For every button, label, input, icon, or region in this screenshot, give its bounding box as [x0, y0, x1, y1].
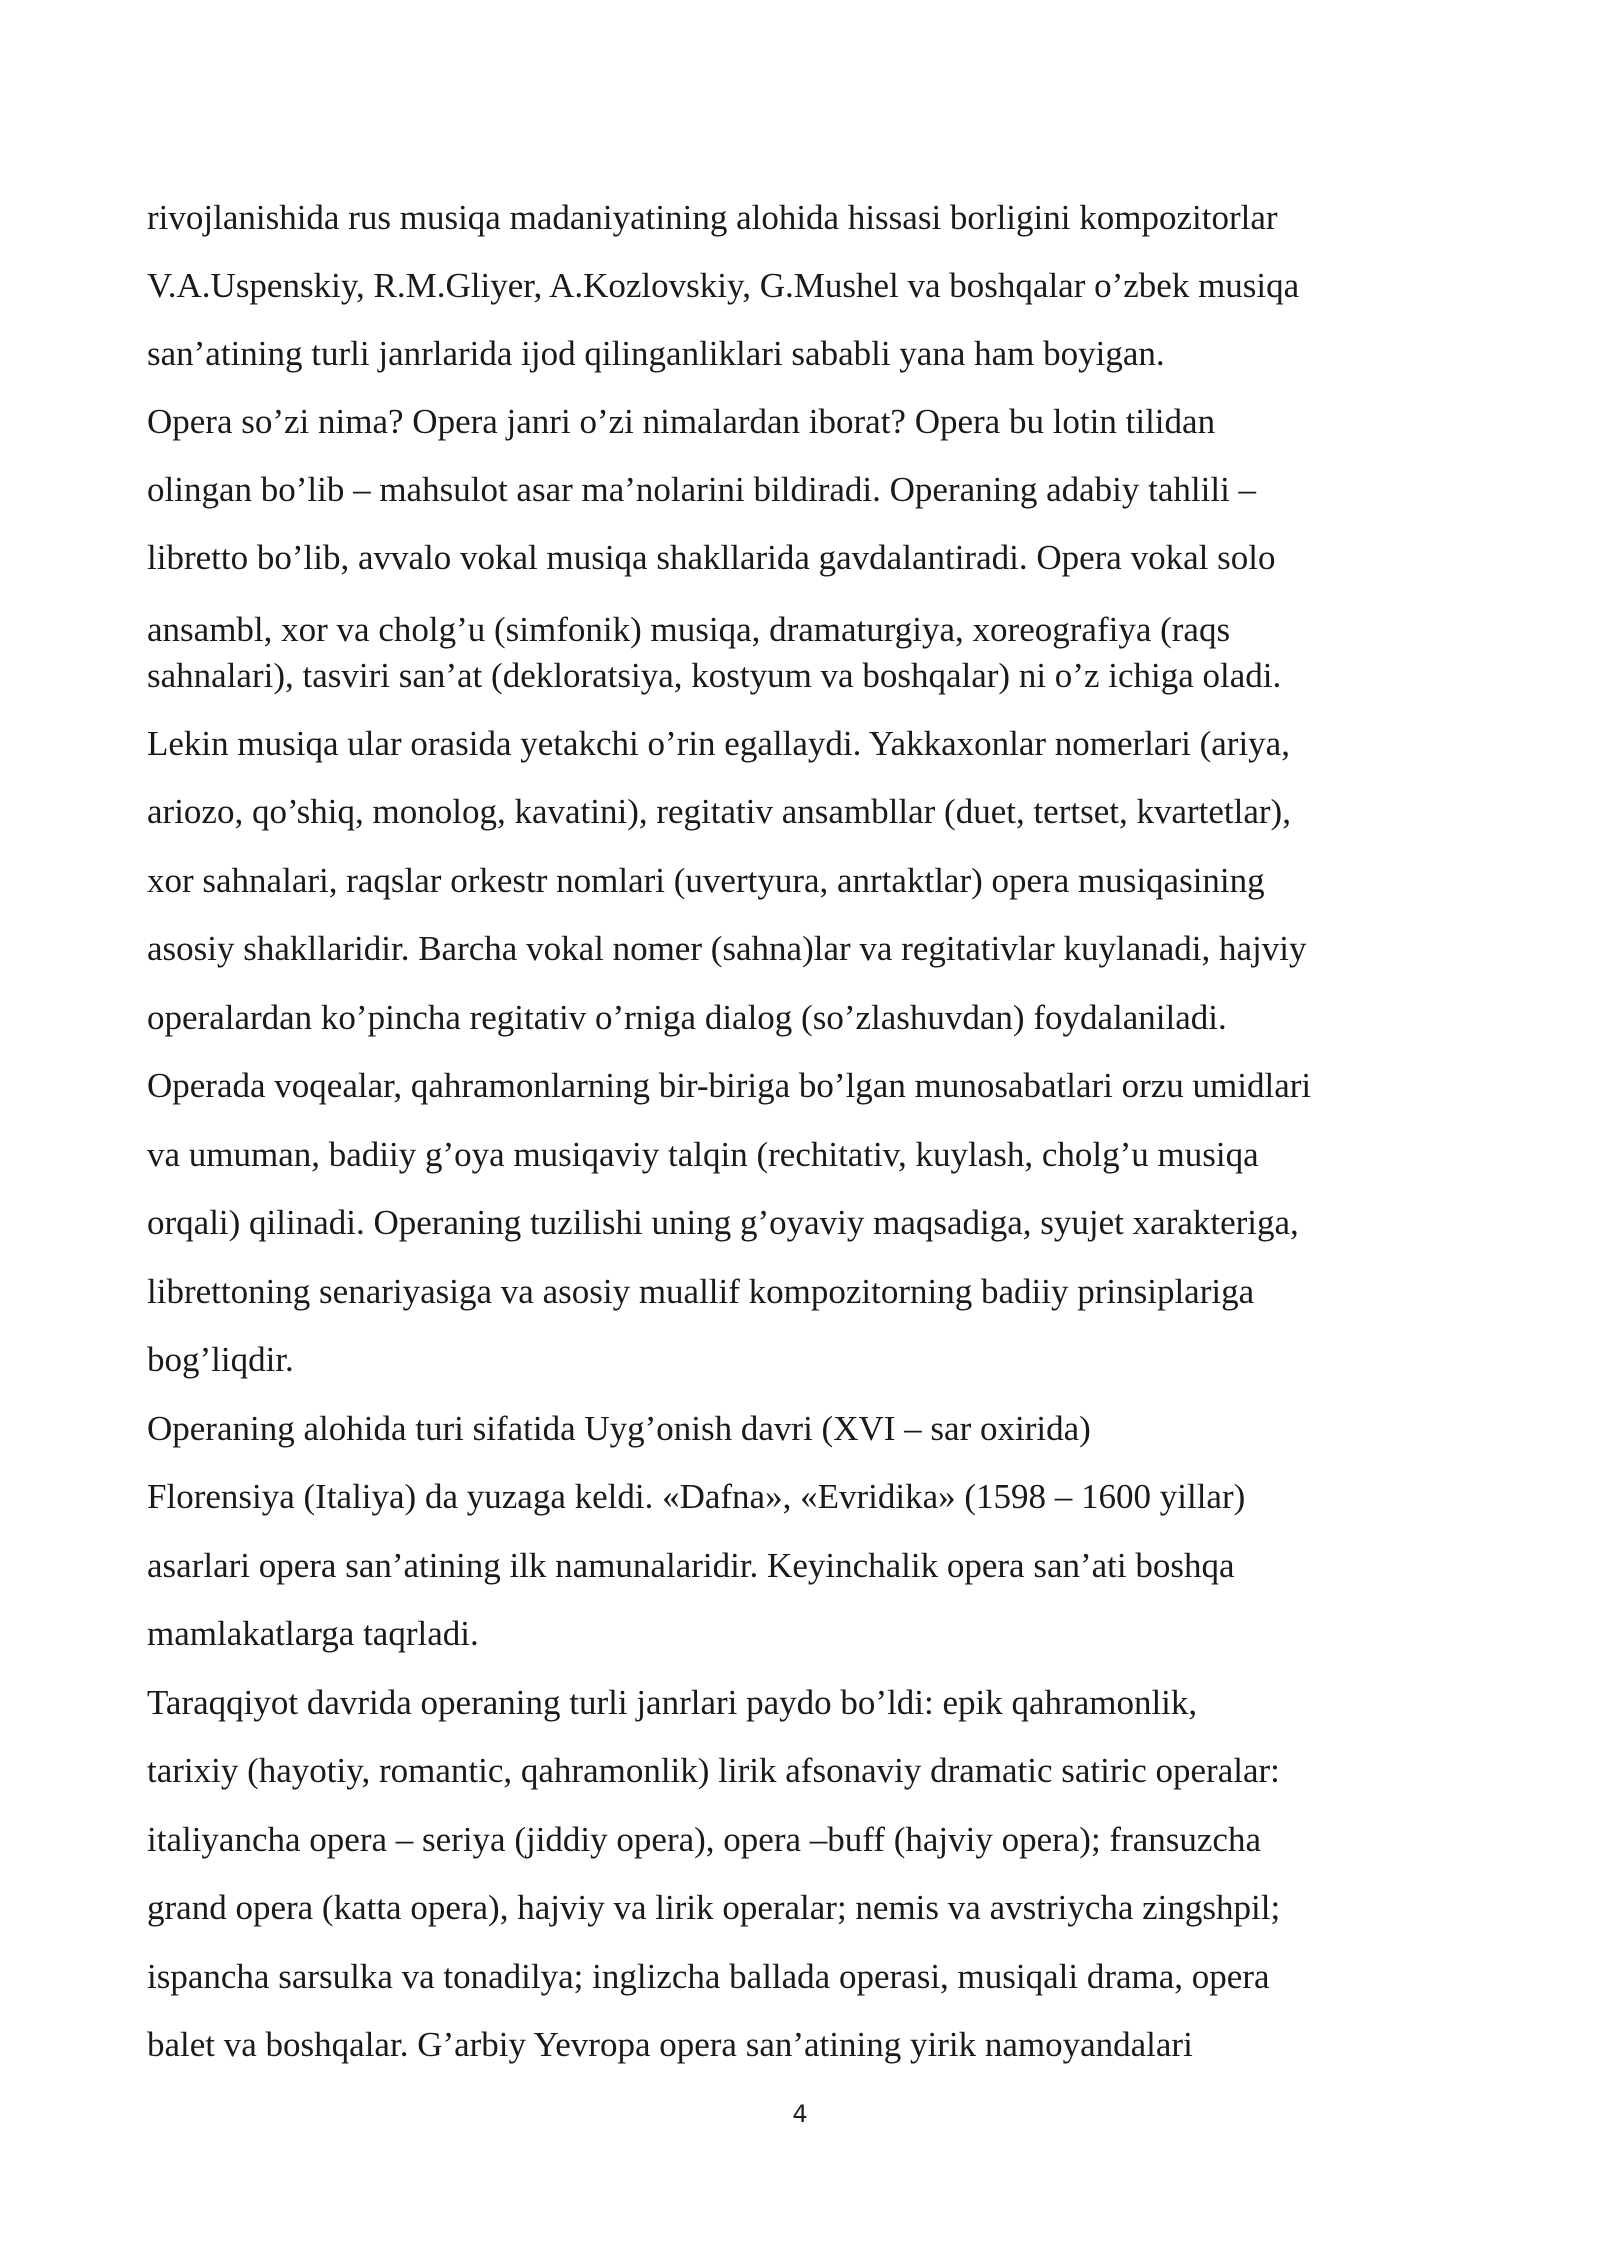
text-line: olingan bo’lib – mahsulot asar ma’nolarini bildiradi. Operaning adabiy tahlili –	[147, 470, 1257, 509]
text-line: ispancha sarsulka va tonadilya; inglizcha ballada operasi, musiqali drama, opera	[147, 1957, 1270, 1996]
page-number: 4	[792, 2100, 808, 2128]
text-line: Taraqqiyot davrida operaning turli janrlari paydo bo’ldi: epik qahramonlik,	[147, 1683, 1198, 1722]
text-line: balet va boshqalar. G’arbiy Yevropa opera san’atining yirik namoyandalari	[147, 2025, 1193, 2064]
text-line: xor sahnalari, raqslar orkestr nomlari (uvertyura, anrtaktlar) opera musiqasining	[147, 861, 1265, 900]
text-line: asosiy shakllaridir. Barcha vokal nomer (sahna)lar va regitativlar kuylanadi, hajviy	[147, 929, 1307, 968]
text-line: va umuman, badiiy g’oya musiqaviy talqin (rechitativ, kuylash, cholg’u musiqa	[147, 1135, 1259, 1174]
text-line: grand opera (katta opera), hajviy va lirik operalar; nemis va avstriycha zingshpil;	[147, 1888, 1281, 1927]
text-line: ansambl, xor va cholg’u (simfonik) musiqa, dramaturgiya, xoreografiya (raqs	[147, 610, 1231, 649]
text-line: librettoning senariyasiga va asosiy muallif kompozitorning badiiy prinsiplariga	[147, 1272, 1255, 1311]
text-line: libretto bo’lib, avvalo vokal musiqa shakllarida gavdalantiradi. Opera vokal solo	[147, 538, 1276, 577]
text-line: mamlakatlarga taqrladi.	[147, 1614, 479, 1653]
text-line: Opera so’zi nima? Opera janri o’zi nimalardan iborat? Opera bu lotin tilidan	[147, 402, 1216, 441]
text-line: tarixiy (hayotiy, romantic, qahramonlik) lirik afsonaviy dramatic satiric operalar:	[147, 1751, 1280, 1790]
text-line: Florensiya (Italiya) da yuzaga keldi. «Dafna», «Evridika» (1598 – 1600 yillar)	[147, 1477, 1246, 1516]
text-line: sahnalari), tasviri san’at (dekloratsiya, kostyum va boshqalar) ni o’z ichiga oladi.	[147, 656, 1282, 695]
text-line: orqali) qilinadi. Operaning tuzilishi uning g’oyaviy maqsadiga, syujet xarakteriga,	[147, 1203, 1299, 1242]
text-line: ariozo, qo’shiq, monolog, kavatini), regitativ ansambllar (duet, tertset, kvartetlar),	[147, 792, 1291, 831]
text-line: Operaning alohida turi sifatida Uyg’onish davri (XVI – sar oxirida)	[147, 1409, 1091, 1448]
text-line: Lekin musiqa ular orasida yetakchi o’rin egallaydi. Yakkaxonlar nomerlari (ariya,	[147, 724, 1290, 763]
text-line: asarlari opera san’atining ilk namunalaridir. Keyinchalik opera san’ati boshqa	[147, 1546, 1235, 1585]
text-line: rivojlanishida rus musiqa madaniyatining alohida hissasi borligini kompozitorlar	[147, 198, 1278, 237]
text-line: operalardan ko’pincha regitativ o’rniga dialog (so’zlashuvdan) foydalaniladi.	[147, 998, 1227, 1037]
text-line: san’atining turli janrlarida ijod qilinganliklari sababli yana ham boyigan.	[147, 334, 1165, 373]
text-line: bog’liqdir.	[147, 1340, 294, 1379]
text-line: V.A.Uspenskiy, R.M.Gliyer, A.Kozlovskiy, G.Mushel va boshqalar o’zbek musiqa	[147, 266, 1300, 305]
text-line: italiyancha opera – seriya (jiddiy opera), opera –buff (hajviy opera); fransuzcha	[147, 1820, 1262, 1859]
text-line: Operada voqealar, qahramonlarning bir-biriga bo’lgan munosabatlari orzu umidlari	[147, 1066, 1312, 1105]
